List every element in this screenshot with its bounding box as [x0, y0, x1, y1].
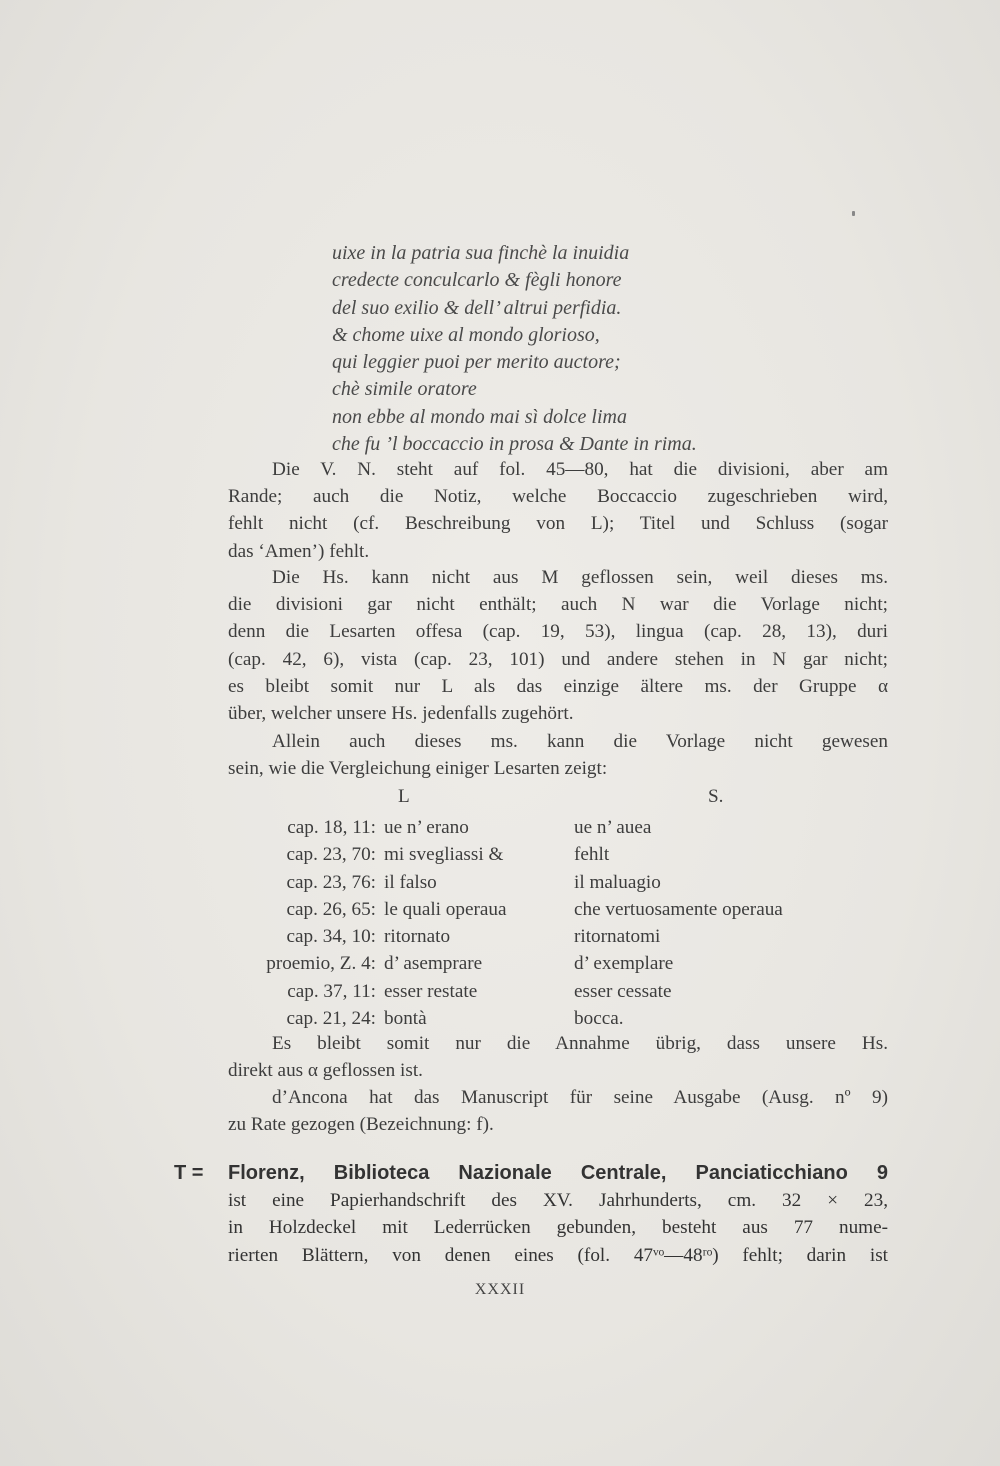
l-cell: le quali operaua: [384, 898, 507, 920]
text-line: das ‘Amen’) fehlt.: [228, 540, 370, 562]
page-number: XXXII: [474, 1281, 526, 1298]
table-row: [258, 978, 783, 1005]
ref-cell: cap. 37, 11:: [287, 980, 376, 1002]
table-row: [258, 896, 783, 923]
table-row: [258, 814, 783, 841]
table-row: [258, 841, 783, 868]
ref-cell: proemio, Z. 4:: [266, 953, 376, 975]
l-cell: esser restate: [384, 980, 478, 1002]
paragraph-conclusion: [228, 1030, 888, 1084]
column-header-l: L: [398, 786, 410, 807]
paragraph-hs: [228, 564, 888, 727]
entry-sigil: T =: [174, 1162, 204, 1184]
text-line: zu Rate gezogen (Bezeichnung: f).: [228, 1114, 494, 1136]
text-line: direkt aus α geflossen ist.: [228, 1060, 423, 1082]
s-cell: ritornatomi: [574, 926, 661, 948]
entry-heading: [174, 1160, 888, 1187]
text-line: d’Ancona hat das Manuscript für seine Ausgabe (Ausg. nº 9): [272, 1087, 888, 1108]
text-line: in Holzdeckel mit Lederrücken gebunden, besteht aus 77 nume-: [228, 1217, 888, 1239]
text-line: es bleibt somit nur L als das einzige ältere ms. der Gruppe α: [228, 675, 888, 697]
table-row: [258, 869, 783, 896]
ref-cell: cap. 21, 24:: [286, 1008, 376, 1030]
paragraph-allein: [228, 728, 888, 782]
s-cell: esser cessate: [574, 980, 672, 1002]
text-line: sein, wie die Vergleichung einiger Lesarten zeigt:: [228, 758, 608, 780]
entry-location: Florenz, Biblioteca Nazionale Centrale, Panciaticchiano 9: [228, 1162, 888, 1184]
ref-cell: cap. 34, 10:: [286, 926, 376, 948]
text-line: fehlt nicht (cf. Beschreibung von L); Titel und Schluss (sogar: [228, 513, 888, 535]
poem-line: qui leggier puoi per merito auctore;: [332, 351, 621, 374]
column-header-s: S.: [708, 786, 724, 807]
text-line: über, welcher unsere Hs. jedenfalls zugehört.: [228, 703, 574, 725]
poem-line: & chome uixe al mondo glorioso,: [332, 323, 600, 346]
text-line: Rande; auch die Notiz, welche Boccaccio zugeschrieben wird,: [228, 486, 888, 508]
text-line: (cap. 42, 6), vista (cap. 23, 101) und andere stehen in N gar nicht;: [228, 648, 888, 670]
l-cell: bontà: [384, 1008, 427, 1030]
ref-cell: cap. 18, 11:: [287, 817, 376, 838]
paragraph-ancona: [228, 1084, 888, 1138]
l-cell: ritornato: [384, 926, 451, 948]
poem-line: che fu ’l boccaccio in prosa & Dante in rima.: [332, 433, 697, 456]
table-row: [258, 950, 783, 977]
variant-comparison-table: [258, 814, 783, 1032]
s-cell: d’ exemplare: [574, 953, 674, 975]
text-line: ist eine Papierhandschrift des XV. Jahrhunderts, cm. 32 × 23,: [228, 1190, 888, 1212]
ref-cell: cap. 26, 65:: [286, 898, 376, 920]
poem-line: chè simile oratore: [332, 378, 477, 401]
text-line: Die V. N. steht auf fol. 45—80, hat die divisioni, aber am: [272, 459, 888, 480]
manuscript-entry-t: [174, 1160, 888, 1269]
s-cell: che vertuosamente operaua: [574, 898, 783, 920]
text-line: Es bleibt somit nur die Annahme übrig, dass unsere Hs.: [272, 1033, 888, 1054]
poem-quotation: [332, 240, 752, 458]
poem-line: non ebbe al mondo mai sì dolce lima: [332, 405, 627, 428]
l-cell: d’ asemprare: [384, 953, 483, 975]
text-line: denn die Lesarten offesa (cap. 19, 53), lingua (cap. 28, 13), duri: [228, 621, 888, 643]
s-cell: bocca.: [574, 1008, 624, 1030]
text-line: rierten Blättern, von denen eines (fol. 47ᵛᵒ—48ʳᵒ) fehlt; darin ist: [228, 1244, 888, 1266]
paragraph-vn: [228, 456, 888, 565]
table-row: [258, 1005, 783, 1032]
l-cell: ue n’ erano: [384, 817, 469, 838]
ref-cell: cap. 23, 76:: [286, 871, 376, 893]
paper-speck: [852, 211, 855, 216]
l-cell: il falso: [384, 871, 437, 893]
table-row: [258, 923, 783, 950]
s-cell: fehlt: [574, 844, 610, 866]
poem-line: del suo exilio & dell’ altrui perfidia.: [332, 296, 622, 319]
poem-line: uixe in la patria sua finchè la inuidia: [332, 242, 630, 264]
ref-cell: cap. 23, 70:: [286, 844, 376, 866]
text-line: Allein auch dieses ms. kann die Vorlage nicht gewesen: [272, 731, 888, 752]
text-line: Die Hs. kann nicht aus M geflossen sein, weil dieses ms.: [272, 567, 888, 588]
entry-body: [174, 1187, 888, 1269]
l-cell: mi svegliassi &: [384, 844, 504, 866]
s-cell: ue n’ auea: [574, 817, 652, 838]
s-cell: il maluagio: [574, 871, 661, 893]
poem-line: credecte conculcarlo & fègli honore: [332, 269, 622, 292]
text-line: die divisioni gar nicht enthält; auch N war die Vorlage nicht;: [228, 594, 888, 616]
